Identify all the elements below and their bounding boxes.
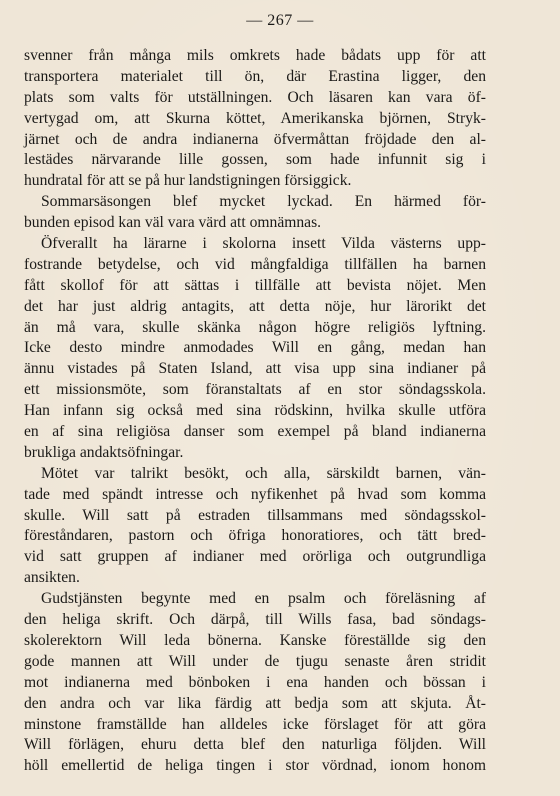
text-line: det har just aldrig antagits, att detta nöje, hur lärorikt det (24, 297, 486, 315)
text-line: vid satt gruppen af indianer med orörliga och outgrundliga (24, 548, 486, 566)
text-line: fått skollof för att sättas i tillfälle att bevista nöjet. Men (24, 276, 486, 294)
text-line: ett missionsmöte, som föranstaltats af en stor söndagsskola. (24, 381, 486, 399)
text-line: fostrande betydelse, och vid mångfaldiga tillfällen ha barnen (24, 255, 486, 273)
text-line: Will förlägen, ehuru detta blef den naturliga följden. Will (24, 736, 486, 754)
text-line: en af sina religiösa danser som exempel på bland indianerna (24, 423, 486, 441)
text-line: än må vara, skulle skänka någon högre religiös lyftning. (24, 318, 486, 336)
text-line: Sommarsäsongen blef mycket lyckad. En härmed för- (41, 193, 486, 211)
text-line: ansikten. (24, 569, 80, 587)
text-line: den heliga skrift. Och därpå, till Wills fasa, bad söndags- (24, 611, 486, 629)
text-line: Han infann sig också med sina rödskinn, hvilka skulle utföra (24, 402, 486, 420)
text-line: tade med spändt intresse och nyfikenhet på hvad som komma (24, 485, 486, 503)
text-line: bunden episod kan väl vara värd att omnämnas. (24, 214, 322, 232)
text-line: plats som valts för utställningen. Och läsaren kan vara öf- (24, 88, 486, 106)
text-line: Öfverallt ha lärarne i skolorna insett Vilda västerns upp- (41, 235, 486, 253)
text-line: svenner från många mils omkrets hade bådats upp för att (24, 47, 486, 64)
text-line: hundratal för att se på hur landstigningen försiggick. (24, 172, 352, 190)
body-text (24, 46, 486, 777)
text-line: den andra och var lika färdig att bedja som att skjuta. Åt- (24, 694, 486, 712)
text-line: skulle. Will satt på estraden tillsammans med söndagsskol- (24, 506, 486, 524)
text-line: lestädes närvarande lille gossen, som hade infunnit sig i (24, 151, 486, 169)
text-line: skolerektorn Will leda bönerna. Kanske föreställde sig den (24, 631, 486, 649)
text-line: vertygad om, att Skurna köttet, Amerikanska björnen, Stryk- (24, 109, 486, 127)
text-line: höll emellertid de heliga tingen i stor vördnad, ionom honom (24, 757, 486, 775)
text-line: minstone framställde han alldeles icke förslaget för att göra (24, 715, 486, 733)
text-line: ännu vistades på Staten Island, att visa upp sina indianer på (24, 360, 486, 378)
text-line: Mötet var talrikt besökt, och alla, särskildt barnen, vän- (41, 464, 486, 482)
text-line: brukliga andaktsöfningar. (24, 443, 184, 461)
text-line: Gudstjänsten begynte med en psalm och föreläsning af (41, 590, 486, 608)
text-line: föreståndaren, pastorn och öfriga honoratiores, och tätt bred- (24, 527, 486, 545)
text-line: gode mannen att Will under de tjugu senaste åren stridit (24, 652, 486, 670)
text-line: transportera materialet till ön, där Erastina ligger, den (24, 67, 486, 85)
text-line: Icke desto mindre anmodades Will en gång, medan han (24, 339, 486, 357)
page-number: — 267 — (246, 12, 314, 29)
text-line: järnet och de andra indianerna öfvermåttan fröjdade den al- (24, 130, 486, 148)
text-line: mot indianerna med bönboken i ena handen och bössan i (24, 673, 486, 691)
